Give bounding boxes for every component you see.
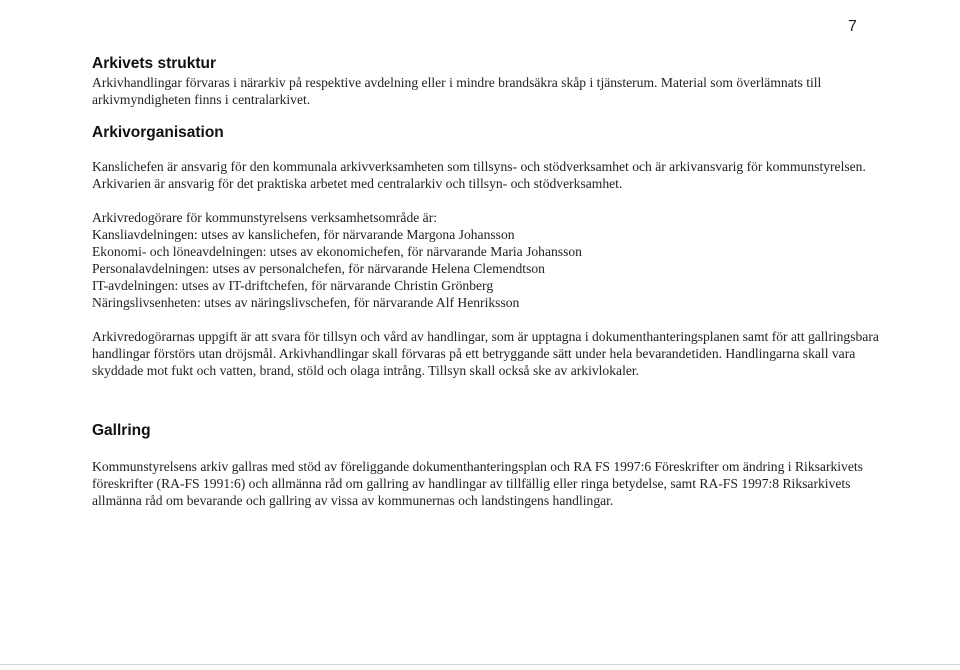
list-item: Kansliavdelningen: utses av kanslichefen, för närvarande Margona Johansson xyxy=(92,227,515,242)
page-number: 7 xyxy=(848,18,857,35)
heading-arkivorganisation: Arkivorganisation xyxy=(92,124,224,141)
list-intro: Arkivredogörare för kommunstyrelsens verksamhetsområde är: xyxy=(92,210,438,225)
list-item: Personalavdelningen: utses av personalchefen, för närvarande Helena Clemendtson xyxy=(92,261,545,276)
section-arkivorganisation xyxy=(92,124,882,379)
paragraph-ansvar: Kanslichefen är ansvarig för den kommunala arkivverksamheten som tillsyns- och stödverksamhet och är arkivansvarig för kommunstyrelsen. Arkivarien är ansvarig för det praktiska arbetet med centralarkiv och tillsyn- och stödverksamhet. xyxy=(92,159,866,191)
paragraph-arkivets-struktur: Arkivhandlingar förvaras i närarkiv på respektive avdelning eller i mindre brandsäkra skåp i tjänsterum. Material som överlämnats till arkivmyndigheten finns i centralarkivet. xyxy=(92,75,822,107)
paragraph-uppgift: Arkivredogörarnas uppgift är att svara för tillsyn och vård av handlingar, som är upptagna i dokumenthanteringsplanen samt för att gallringsbara handlingar förstörs utan dröjsmål. Arkivhandlingar skall förvaras på ett betryggande sätt under hela bevarandetiden. Handlingarna skall vara skyddade mot fukt och vatten, brand, stöld och olaga intrång. Tillsyn skall också ske av arkivlokaler. xyxy=(92,329,879,378)
heading-gallring: Gallring xyxy=(92,422,151,439)
arkivredogorare-list xyxy=(92,209,882,311)
list-item: IT-avdelningen: utses av IT-driftchefen, för närvarande Christin Grönberg xyxy=(92,278,494,293)
section-arkivets-struktur xyxy=(92,55,882,108)
document-body xyxy=(92,55,882,509)
paragraph-gallring: Kommunstyrelsens arkiv gallras med stöd av föreliggande dokumenthanteringsplan och RA FS 1997:6 Föreskrifter om ändring i Riksarkivets föreskrifter (RA-FS 1991:6) och allmänna råd om gallring av handlingar av tillfällig eller ringa betydelse, samt RA-FS 1997:8 Riksarkivets allmänna råd om bevarande och gallring av vissa av kommunernas och landstingens handlingar. xyxy=(92,459,863,508)
list-item: Näringslivsenheten: utses av näringslivschefen, för närvarande Alf Henriksson xyxy=(92,295,520,310)
list-item: Ekonomi- och löneavdelningen: utses av ekonomichefen, för närvarande Maria Johansson xyxy=(92,244,582,259)
heading-arkivets-struktur: Arkivets struktur xyxy=(92,55,217,72)
section-gallring xyxy=(92,422,882,509)
footer-divider xyxy=(0,664,960,665)
